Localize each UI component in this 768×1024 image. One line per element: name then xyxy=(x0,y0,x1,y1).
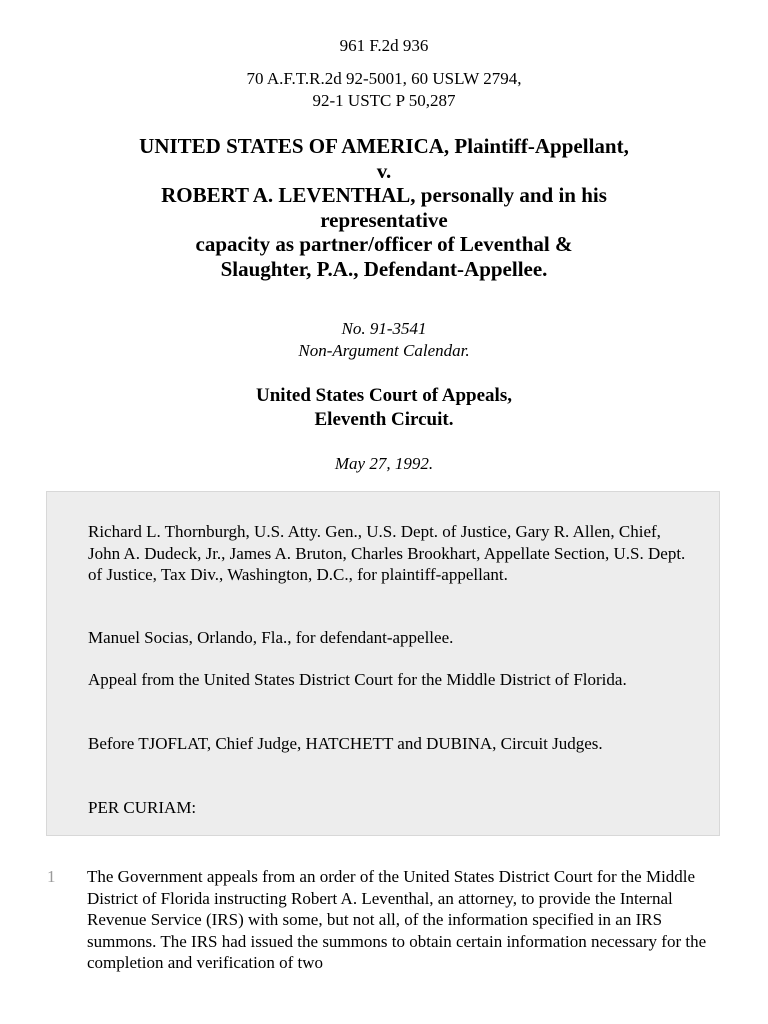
paragraph-text: The Government appeals from an order of the United States District Court for the Middle District of Florida instructing Robert A. Leventhal, an attorney, to provide the Internal Revenue Service (IRS) with some, but not all, of the information specified in an IRS summons. The IRS had issued the summons to obtain certain information necessary for the completion and verification of two xyxy=(87,867,707,972)
counsel-defendant: Manuel Socias, Orlando, Fla., for defendant-appellee. xyxy=(88,628,454,647)
caption-defendant-line-2: representative xyxy=(320,207,448,232)
court-name-line-1: United States Court of Appeals, xyxy=(256,385,512,406)
citation-parallel xyxy=(0,68,768,112)
docket-calendar: Non-Argument Calendar. xyxy=(298,341,470,360)
court-name-line-2: Eleventh Circuit. xyxy=(314,409,454,430)
counsel-header-box xyxy=(46,491,720,836)
caption-defendant-line-1: ROBERT A. LEVENTHAL, personally and in his xyxy=(161,183,607,207)
per-curiam: PER CURIAM: xyxy=(88,798,197,817)
caption-versus: v. xyxy=(376,158,392,183)
decision-date: May 27, 1992. xyxy=(334,454,434,473)
caption-defendant-line-4: Slaughter, P.A., Defendant-Appellee. xyxy=(220,256,548,281)
case-caption xyxy=(60,134,708,281)
docket-number: No. 91-3541 xyxy=(341,319,427,338)
appeal-from: Appeal from the United States District Court for the Middle District of Florida. xyxy=(88,670,627,689)
caption-plaintiff: UNITED STATES OF AMERICA, Plaintiff-Appellant, xyxy=(139,134,629,158)
court-name xyxy=(0,384,768,432)
citation-parallel-line-2: 92-1 USTC P 50,287 xyxy=(312,91,456,110)
counsel-plaintiff: Richard L. Thornburgh, U.S. Atty. Gen., U.S. Dept. of Justice, Gary R. Allen, Chief, John A. Dudeck, Jr., James A. Bruton, Charles Brookhart, Appellate Section, U.S. Dept. of Justice, Tax Div., Washington, D.C., for plaintiff-appellant. xyxy=(88,522,686,584)
citation-reporter: 961 F.2d 936 xyxy=(339,36,429,55)
docket-info xyxy=(0,318,768,362)
citation-parallel-line-1: 70 A.F.T.R.2d 92-5001, 60 USLW 2794, xyxy=(246,69,522,88)
paragraph-number[interactable]: 1 xyxy=(47,867,56,886)
panel-judges: Before TJOFLAT, Chief Judge, HATCHETT and DUBINA, Circuit Judges. xyxy=(88,734,603,753)
caption-defendant-line-3: capacity as partner/officer of Leventhal & xyxy=(195,232,573,256)
